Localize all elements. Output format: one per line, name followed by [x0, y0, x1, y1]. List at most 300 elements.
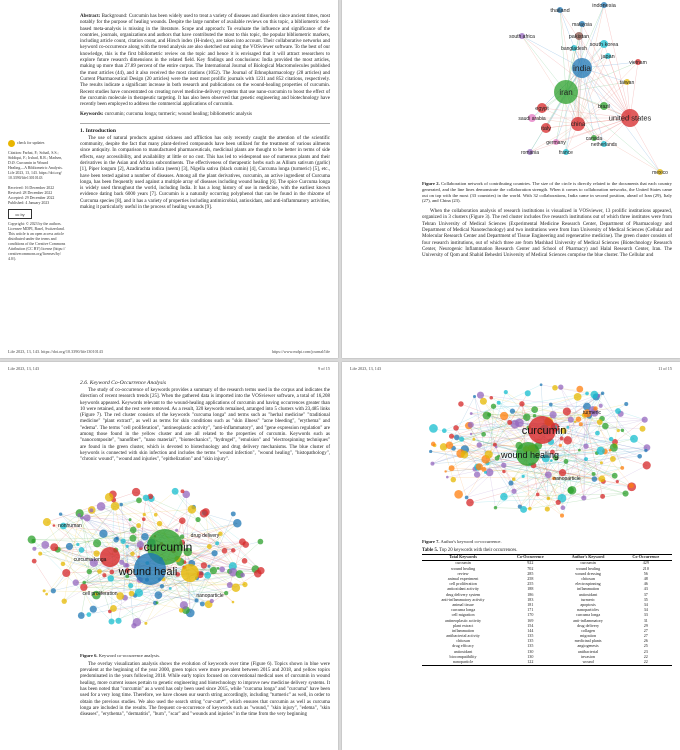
keyword-node[interactable]: [232, 601, 235, 604]
keyword-node[interactable]: [504, 390, 508, 394]
table-cell: 27: [643, 633, 648, 639]
table-cell: curcuma longa: [575, 612, 601, 618]
keyword-node[interactable]: [93, 539, 101, 547]
keyword-node[interactable]: [219, 567, 225, 573]
keyword-node[interactable]: [200, 601, 205, 606]
keyword-node[interactable]: [28, 536, 36, 544]
keyword-node[interactable]: [519, 401, 524, 406]
keyword-node[interactable]: [454, 490, 463, 499]
country-label: united states: [608, 113, 652, 123]
keyword-node[interactable]: [442, 428, 447, 433]
keyword-node[interactable]: [136, 523, 141, 528]
keyword-node[interactable]: [620, 466, 624, 470]
table-cell: 46: [643, 581, 648, 587]
keyword-node[interactable]: [62, 569, 70, 577]
keyword-link: [432, 448, 453, 463]
keyword-node[interactable]: [484, 471, 487, 474]
keyword-node[interactable]: [43, 589, 46, 592]
keyword-node[interactable]: [630, 435, 638, 443]
keyword-node[interactable]: [130, 552, 134, 556]
table-cell: electrospinning: [575, 581, 601, 587]
keyword-node[interactable]: [615, 408, 621, 414]
table-cell: 43: [643, 586, 648, 592]
keyword-node[interactable]: [621, 429, 624, 432]
keyword-node[interactable]: [126, 545, 129, 548]
keyword-node[interactable]: [429, 450, 432, 453]
keyword-node[interactable]: [120, 539, 125, 544]
keyword-node[interactable]: [231, 548, 235, 552]
keyword-node[interactable]: [592, 472, 596, 476]
keyword-node[interactable]: [142, 517, 146, 521]
keyword-node[interactable]: [43, 518, 51, 526]
keyword-node[interactable]: [87, 569, 92, 574]
keyword-node[interactable]: [637, 454, 642, 459]
keyword-node[interactable]: [38, 552, 42, 556]
keyword-node[interactable]: [210, 567, 217, 574]
keywords-value: curcumin; curcuma longa; turmeric; wound healing; bibliometric analysis: [104, 112, 252, 118]
map2-nodes: [429, 383, 651, 517]
keyword-node[interactable]: [129, 518, 132, 521]
keyword-node[interactable]: [51, 588, 56, 593]
keyword-node[interactable]: [110, 605, 117, 612]
keyword-node[interactable]: [181, 489, 185, 493]
keyword-node[interactable]: [563, 407, 571, 415]
keyword-node[interactable]: [154, 513, 158, 517]
keyword-node[interactable]: [111, 502, 120, 511]
keyword-node[interactable]: [578, 449, 581, 452]
keyword-node[interactable]: [584, 457, 588, 461]
keyword-node[interactable]: [465, 496, 469, 500]
table-cell: anti-inflammatory: [573, 617, 603, 623]
keyword-node[interactable]: [446, 442, 453, 449]
country-label: south africa: [509, 33, 535, 40]
keyword-node[interactable]: [590, 391, 598, 399]
keyword-node[interactable]: [73, 579, 79, 585]
table-cell: biocompatibility: [449, 653, 477, 659]
keyword-node[interactable]: [552, 385, 558, 391]
table-cell: 34: [643, 607, 648, 613]
table-cell: collagen: [581, 627, 595, 633]
figure6-caption: [80, 653, 330, 659]
country-label: iran: [559, 87, 573, 97]
keyword-node[interactable]: [180, 601, 188, 609]
keyword-node[interactable]: [133, 618, 141, 626]
keyword-node[interactable]: [136, 497, 142, 503]
keyword-node[interactable]: [474, 471, 480, 477]
keyword-node[interactable]: [612, 473, 618, 479]
keyword-node[interactable]: [156, 601, 159, 604]
table-cell: 170: [527, 612, 534, 618]
keyword-label: nanoparticle: [196, 593, 224, 599]
keyword-node[interactable]: [585, 392, 589, 396]
keyword-node[interactable]: [102, 573, 106, 577]
country-label: saudi arabia: [518, 115, 546, 122]
keyword-node[interactable]: [169, 587, 172, 590]
keyword-node[interactable]: [90, 606, 97, 613]
keyword-node[interactable]: [454, 435, 460, 441]
keyword-node[interactable]: [491, 404, 496, 409]
check-updates-icon: [8, 140, 15, 147]
keyword-node[interactable]: [76, 543, 79, 546]
table-header-cell: Total Keywords: [422, 554, 504, 561]
table5-block: [422, 536, 672, 666]
keyword-node[interactable]: [119, 503, 123, 507]
keyword-node[interactable]: [483, 411, 491, 419]
keyword-node[interactable]: [545, 507, 550, 512]
citation-line: Siddiqui, F.; Irshad, R.R.; Madsen,: [8, 156, 63, 160]
keyword-node[interactable]: [576, 416, 582, 422]
keyword-node[interactable]: [510, 409, 515, 414]
keyword-node[interactable]: [461, 451, 469, 459]
keyword-node[interactable]: [599, 475, 606, 482]
keyword-node[interactable]: [561, 505, 566, 510]
keyword-node[interactable]: [476, 463, 483, 470]
keyword-node[interactable]: [507, 420, 512, 425]
keyword-node[interactable]: [115, 618, 121, 624]
keyword-node[interactable]: [511, 489, 516, 494]
keyword-node[interactable]: [642, 417, 648, 423]
keyword-node[interactable]: [495, 456, 500, 461]
keyword-node[interactable]: [540, 383, 543, 386]
keyword-node[interactable]: [629, 483, 634, 488]
keyword-node[interactable]: [616, 480, 619, 483]
footer-journal-link[interactable]: https://www.mdpi.com/journal/life: [271, 349, 330, 354]
keyword-node[interactable]: [429, 424, 438, 433]
keyword-node[interactable]: [600, 494, 605, 499]
keyword-node[interactable]: [211, 550, 217, 556]
keyword-node[interactable]: [500, 412, 508, 420]
keyword-node[interactable]: [470, 433, 472, 435]
keyword-node[interactable]: [490, 396, 494, 400]
keyword-node[interactable]: [77, 513, 81, 517]
keyword-node[interactable]: [93, 550, 99, 556]
keyword-node[interactable]: [568, 417, 574, 423]
keyword-node[interactable]: [458, 401, 463, 406]
table-cell: 144: [527, 627, 534, 633]
keyword-node[interactable]: [559, 444, 562, 447]
figure7-caption-text: Author's keyword co-occurrence.: [440, 539, 502, 544]
copyright-line: Licensee MDPI, Basel, Switzerland.: [8, 227, 65, 231]
keyword-node[interactable]: [477, 442, 482, 447]
keyword-node[interactable]: [473, 395, 476, 398]
keyword-node[interactable]: [595, 431, 600, 436]
keyword-node[interactable]: [242, 541, 249, 548]
table-body: [422, 561, 672, 666]
keyword-node[interactable]: [528, 507, 532, 511]
keyword-node[interactable]: [525, 390, 531, 396]
keyword-node[interactable]: [143, 513, 146, 516]
keyword-node[interactable]: [195, 598, 199, 602]
keyword-node[interactable]: [129, 535, 136, 542]
table-cell: drug efficacy: [452, 643, 474, 649]
table-cell: anti-inflammatory activity: [441, 596, 485, 602]
keyword-cooccurrence-map: [0, 477, 338, 647]
table-cell: 210: [642, 565, 649, 571]
keyword-node[interactable]: [640, 426, 646, 432]
country-label: india: [573, 62, 591, 73]
keyword-node[interactable]: [232, 583, 240, 591]
keyword-node[interactable]: [502, 470, 505, 473]
keyword-node[interactable]: [508, 481, 513, 486]
keyword-node[interactable]: [82, 581, 86, 585]
keyword-node[interactable]: [485, 450, 493, 458]
copyright-line: creativecommons.org/licenses/by/: [8, 252, 61, 256]
keyword-node[interactable]: [579, 422, 583, 426]
keyword-node[interactable]: [431, 442, 436, 447]
keyword-node[interactable]: [217, 567, 220, 570]
keyword-node[interactable]: [204, 572, 211, 579]
keyword-node[interactable]: [233, 519, 241, 527]
table-cell: 33: [643, 612, 648, 618]
table-cell: 171: [527, 607, 534, 613]
keyword-node[interactable]: [66, 543, 73, 550]
keyword-node[interactable]: [444, 470, 446, 472]
keyword-node[interactable]: [50, 543, 58, 551]
institutions-paragraph: When the collaboration analysis of research institutions is visualized in VOSviewer, 13 prolific institutions appeared, organized in 3 clusters (Figure 3). The red cluster includes five research institutions out of which three institutes were from Tehran University of Medical Sciences (Experimental Medicine Research Center, Department of Pharmacology and Department of Medical Nanotechnology) and two institutions were from Iran University of Medical Sciences (Cellular and Molecular Research Center and Department of Tissue Engineering and regenerative medicine). The green cluster consists of four research institutions, out of which three are from Mashhad University of Medical Sciences (Biotechnology Research Center, Neurogenic Inflammation Research Center and School of Pharmacy) and Halal Research Center, Iran. The University of Qom and Shahid Beheshti University of Medical Sciences comprise the blue cluster. The Cellular and: [422, 209, 672, 259]
keyword-node[interactable]: [86, 612, 91, 617]
table-cell: 130: [527, 648, 534, 654]
table-cell: 135: [527, 643, 534, 649]
keyword-node[interactable]: [501, 463, 506, 468]
table-cell: antioxidant: [578, 591, 598, 597]
keyword-node[interactable]: [597, 447, 605, 455]
keyword-node[interactable]: [446, 476, 449, 479]
keyword-node[interactable]: [129, 591, 135, 597]
footer-doi[interactable]: Life 2023, 13, 143. https://doi.org/10.3390/life13010143: [8, 349, 103, 354]
table-cell: antibacterial: [577, 648, 599, 654]
keyword-node[interactable]: [32, 547, 36, 551]
keyword-link: [204, 513, 261, 571]
keyword-node[interactable]: [576, 386, 583, 393]
figure6-label: Figure 6.: [80, 653, 98, 658]
keyword-node[interactable]: [179, 608, 184, 613]
intro-heading: 1. Introduction: [80, 127, 116, 134]
keyword-node[interactable]: [210, 599, 214, 603]
keyword-node[interactable]: [500, 493, 508, 501]
keyword-node[interactable]: [132, 488, 140, 496]
table-cell: wound healing: [450, 565, 476, 571]
keyword-node[interactable]: [449, 465, 455, 471]
keyword-node[interactable]: [80, 583, 87, 590]
keyword-node[interactable]: [258, 539, 264, 545]
table-cell: 130: [527, 653, 534, 659]
keyword-node[interactable]: [599, 404, 603, 408]
keyword-node[interactable]: [610, 456, 616, 462]
table-cell: 22: [643, 653, 648, 659]
keyword-node[interactable]: [497, 401, 501, 405]
keyword-node[interactable]: [556, 500, 561, 505]
cc-by-license-icon[interactable]: [8, 209, 32, 219]
keyword-node[interactable]: [472, 438, 475, 441]
keyword-node[interactable]: [494, 506, 497, 509]
keyword-node[interactable]: [45, 593, 48, 596]
page1-footer: [8, 349, 330, 354]
keyword-node[interactable]: [549, 411, 556, 418]
keyword-node[interactable]: [430, 462, 434, 466]
keyword-node[interactable]: [160, 584, 164, 588]
keyword-node[interactable]: [481, 432, 486, 437]
keyword-node[interactable]: [459, 437, 464, 442]
keyword-node[interactable]: [453, 425, 459, 431]
keyword-node[interactable]: [143, 495, 150, 502]
keyword-node[interactable]: [108, 619, 114, 625]
keyword-node[interactable]: [202, 508, 210, 516]
keyword-node[interactable]: [449, 434, 454, 439]
keyword-node[interactable]: [602, 423, 609, 430]
keyword-node[interactable]: [109, 570, 114, 575]
keyword-node[interactable]: [536, 493, 540, 497]
keyword-node[interactable]: [89, 508, 93, 512]
keyword-node[interactable]: [119, 560, 124, 565]
keyword-node[interactable]: [222, 548, 228, 554]
keyword-node[interactable]: [568, 486, 577, 495]
keyword-node[interactable]: [144, 622, 147, 625]
keyword-node[interactable]: [224, 591, 228, 595]
keyword-node[interactable]: [644, 449, 647, 452]
keyword-node[interactable]: [116, 537, 119, 540]
keyword-node[interactable]: [97, 569, 102, 574]
figure2-text: [422, 178, 672, 260]
keyword-node[interactable]: [566, 426, 569, 429]
country-label: south korea: [589, 41, 619, 48]
keyword-node[interactable]: [175, 529, 178, 532]
keyword-node[interactable]: [130, 527, 137, 534]
keyword-node[interactable]: [99, 529, 107, 537]
page-number: 9 of 15: [318, 366, 330, 371]
keyword-node[interactable]: [79, 547, 85, 553]
keyword-node[interactable]: [560, 436, 564, 440]
keyword-node[interactable]: [597, 419, 603, 425]
keyword-node[interactable]: [41, 541, 49, 549]
section-heading: 2.6. Keyword Co-Occurrence Analysis: [80, 380, 167, 386]
table-cell: turmeric: [581, 596, 595, 602]
keyword-node[interactable]: [195, 517, 200, 522]
keyword-node[interactable]: [574, 420, 576, 422]
keyword-node[interactable]: [201, 562, 207, 568]
table-cell: 37: [643, 591, 648, 597]
table-cell: inflammation: [452, 627, 475, 633]
table-cell: 255: [527, 581, 534, 587]
page3-header: [8, 366, 330, 371]
table-cell: 26: [643, 638, 648, 644]
keyword-node[interactable]: [522, 475, 525, 478]
keyword-node[interactable]: [32, 559, 37, 564]
keyword-node[interactable]: [480, 398, 487, 405]
keyword-node[interactable]: [600, 461, 603, 464]
keyword-node[interactable]: [215, 541, 219, 545]
keyword-node[interactable]: [564, 459, 569, 464]
citation-line: Citation: Farhat, F.; Sohail, S.S.;: [8, 151, 59, 155]
keyword-node[interactable]: [643, 461, 651, 469]
keyword-node[interactable]: [592, 476, 598, 482]
keyword-node[interactable]: [477, 392, 484, 399]
keyword-node[interactable]: [583, 444, 588, 449]
keyword-node[interactable]: [105, 493, 114, 502]
keyword-node[interactable]: [188, 505, 197, 514]
country-label: china: [570, 122, 586, 129]
keyword-node[interactable]: [154, 591, 162, 599]
keyword-node[interactable]: [207, 544, 212, 549]
keyword-node[interactable]: [574, 393, 582, 401]
keyword-node[interactable]: [157, 521, 163, 527]
keyword-node[interactable]: [451, 477, 457, 483]
keyword-node[interactable]: [128, 583, 133, 588]
keyword-node[interactable]: [523, 414, 530, 421]
keyword-node[interactable]: [257, 567, 264, 574]
keyword-node[interactable]: [512, 477, 516, 481]
keyword-node[interactable]: [601, 392, 605, 396]
keyword-label: turmeric: [582, 410, 602, 416]
keyword-node[interactable]: [624, 402, 628, 406]
keyword-node[interactable]: [558, 384, 563, 389]
keyword-node[interactable]: [609, 449, 612, 452]
keyword-node[interactable]: [549, 403, 553, 407]
keyword-node[interactable]: [84, 514, 91, 521]
keyword-node[interactable]: [97, 502, 106, 511]
keyword-node[interactable]: [53, 524, 56, 527]
keyword-node[interactable]: [545, 471, 552, 478]
keyword-node[interactable]: [547, 497, 551, 501]
keyword-node[interactable]: [208, 565, 211, 568]
keyword-node[interactable]: [179, 517, 186, 524]
running-header: Life 2023, 13, 143: [8, 366, 40, 371]
table-header-cell: Co-Occurrence: [620, 554, 672, 561]
keyword-node[interactable]: [172, 488, 179, 495]
keyword-node[interactable]: [617, 429, 620, 432]
keyword-node[interactable]: [135, 589, 143, 597]
keyword-node[interactable]: [108, 575, 115, 582]
check-updates-badge[interactable]: [8, 140, 76, 147]
country-label: brazil: [598, 103, 610, 110]
table-cell: 135: [527, 638, 534, 644]
keyword-node[interactable]: [560, 514, 564, 518]
keyword-node[interactable]: [622, 490, 628, 496]
keyword-node[interactable]: [242, 558, 248, 564]
keyword-node[interactable]: [240, 573, 245, 578]
keyword-label: cell proliferation: [82, 591, 118, 597]
table-cell: 183: [527, 596, 534, 602]
keyword-node[interactable]: [78, 612, 85, 619]
keyword-link: [581, 424, 632, 485]
keyword-node[interactable]: [61, 562, 66, 567]
keyword-link: [535, 410, 585, 415]
intro-paragraph: The use of natural products against sickness and affliction has only recently caught the attention of the scientific community, despite the fact that many plant-derived compounds have been utilized for the treatment of various ailments since antiquity. In comparison to manufactured pharmaceuticals, medicinal plants are thought to be better in terms of side effects, easy accessibility, and availability at little or no cost. This has led to widespread use of numerous plants and their derivatives in the Asian and African subcontinents. The effectiveness of therapeutic herbs such as Allium sativum (garlic) [1], Piper longum [2], Azadirachta indica (neem) [3], Nigella sativa (black cumin) [4], Curcuma longa (turmeric) [5], etc., have been tested against a number of diseases. Among all the plant derivatives, curcumin, an active ingredient of Curcuma longa, has been frequently used against a multiple array of diseases including wound healing [6]. The spice Curcuma longa is widely used throughout the world, including India. It has a long history of use in medicine, with the earliest known evidence dating back 6000 years [7]. Curcumin is a naturally occurring polyphenol that can be found in the rhizome of Curcuma species [8], and it has a variety of properties including antimicrobial, antioxidant, and anti-inflammatory activities, making it particularly useful in the process of healing wounds [9].: [80, 135, 330, 211]
keyword-node[interactable]: [520, 506, 527, 513]
keyword-node[interactable]: [609, 437, 613, 441]
keyword-node[interactable]: [62, 598, 67, 603]
table-cell: 258: [527, 576, 534, 581]
table-cell: 135: [527, 633, 534, 639]
keyword-node[interactable]: [242, 582, 247, 587]
table-cell: 169: [527, 617, 534, 623]
keyword-node[interactable]: [59, 512, 62, 515]
keyword-node[interactable]: [564, 436, 572, 444]
hub-node[interactable]: [181, 564, 199, 582]
keyword-node[interactable]: [533, 414, 536, 417]
cc-by-label: cc by: [15, 211, 25, 217]
keyword-node[interactable]: [468, 422, 474, 428]
date-line: Revised: 28 December 2022: [8, 191, 53, 195]
keyword-node[interactable]: [495, 446, 498, 449]
date-line: Published: 4 January 2023: [8, 201, 50, 205]
collaboration-link: [630, 118, 660, 172]
copyright-line: This article is an open access article: [8, 232, 64, 236]
keyword-node[interactable]: [470, 412, 473, 415]
keyword-node[interactable]: [581, 495, 586, 500]
keyword-node[interactable]: [231, 511, 236, 516]
keyword-node[interactable]: [466, 499, 474, 507]
keyword-node[interactable]: [531, 406, 538, 413]
